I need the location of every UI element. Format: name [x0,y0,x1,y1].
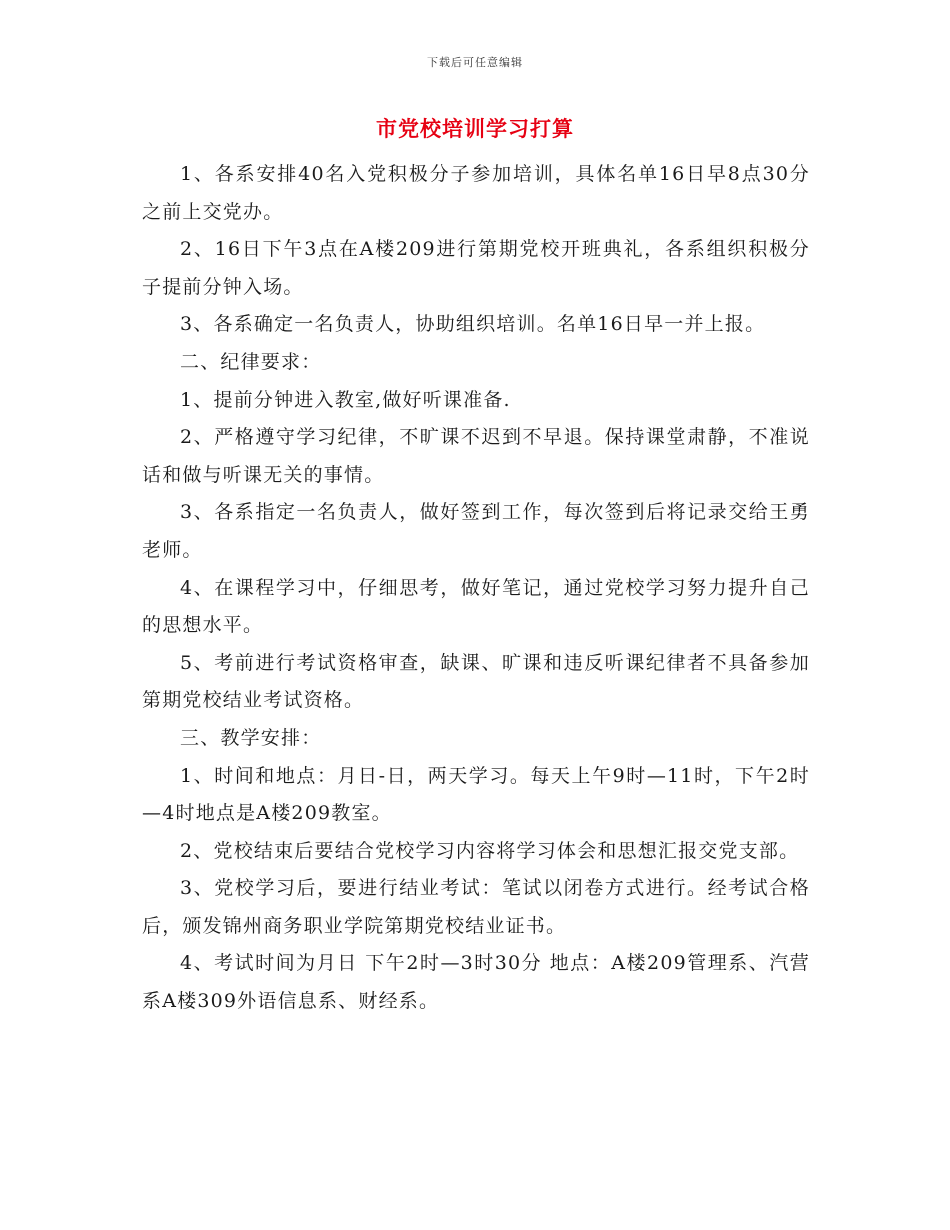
paragraph: 1、各系安排40名入党积极分子参加培训，具体名单16日早8点30分之前上交党办。 [142,163,810,223]
section-heading: 三、教学安排： [180,726,322,749]
paragraph: 5、考前进行考试资格审查，缺课、旷课和违反听课纪律者不具备参加第期党校结业考试资格。 [142,651,810,712]
paragraph: 4、在课程学习中，仔细思考，做好笔记，通过党校学习努力提升自己的思想水平。 [142,576,810,637]
paragraph: 1、提前分钟进入教室,做好听课准备. [180,388,511,411]
paragraph: 3、党校学习后，要进行结业考试：笔试以闭卷方式进行。经考试合格后，颁发锦州商务职业学院第期党校结业证书。 [142,877,810,937]
paragraph: 2、16日下午3点在A楼209进行第期党校开班典礼，各系组织积极分子提前分钟入场。 [142,238,810,298]
paragraph: 3、各系确定一名负责人，协助组织培训。名单16日早一并上报。 [180,313,766,336]
paragraph: 3、各系指定一名负责人，做好签到工作，每次签到后将记录交给王勇老师。 [142,501,810,561]
header-note: 下载后可任意编辑 [427,56,523,69]
paragraph: 4、考试时间为月日 下午2时—3时30分 地点：A楼209管理系、汽营系A楼309外语信息系、财经系。 [142,952,810,1013]
paragraph: 2、党校结束后要结合党校学习内容将学习体会和思想汇报交党支部。 [180,839,800,862]
document-body [142,156,810,1021]
paragraph: 2、严格遵守学习纪律，不旷课不迟到不早退。保持课堂肃静，不准说话和做与听课无关的事情。 [142,426,810,486]
section-heading: 二、纪律要求： [180,350,322,373]
paragraph: 1、时间和地点：月日-日，两天学习。每天上午9时—11时，下午2时—4时地点是A楼209教室。 [142,764,810,825]
document-title: 市党校培训学习打算 [376,116,574,141]
